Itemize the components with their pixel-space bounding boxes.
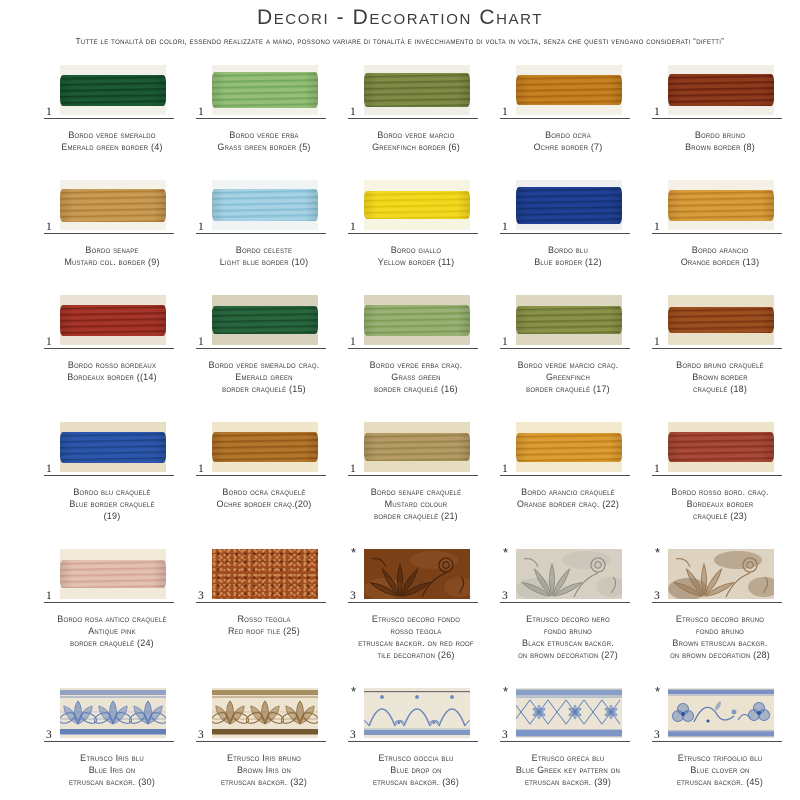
swatch-block	[492, 63, 644, 125]
decoration-cell	[188, 178, 340, 268]
tile-size-number: 1	[46, 336, 52, 348]
decoration-caption	[644, 129, 796, 153]
decoration-cell	[340, 547, 492, 661]
swatch-block	[644, 547, 796, 609]
caption-line: Bordo verde erba	[229, 130, 299, 140]
tile-size-number: 1	[198, 463, 204, 475]
decoration-cell	[36, 178, 188, 268]
decoration-cell	[644, 293, 796, 395]
caption-line: on brown decoration (28)	[670, 650, 770, 660]
swatch-block	[340, 293, 492, 355]
baseline-rule	[348, 233, 478, 234]
decoration-cell	[492, 686, 644, 788]
decoration-caption	[188, 613, 340, 637]
decoration-cell	[36, 420, 188, 522]
asterisk-marker: *	[503, 684, 509, 699]
baseline-rule	[652, 475, 782, 476]
caption-line: Bordeaux border	[686, 499, 754, 509]
decoration-caption	[36, 486, 188, 522]
swatch-block	[644, 686, 796, 748]
caption-line: Brown Iris on	[236, 765, 292, 775]
decoration-swatch	[60, 422, 166, 472]
decoration-cell	[340, 178, 492, 268]
decoration-cell	[340, 293, 492, 395]
caption-line: Antique pink	[88, 626, 136, 636]
swatch-block	[36, 420, 188, 482]
decoration-swatch	[516, 688, 622, 738]
decoration-swatch	[516, 295, 622, 345]
decoration-swatch	[212, 549, 318, 599]
baseline-rule	[500, 741, 630, 742]
caption-line: craquelé (18)	[692, 384, 748, 394]
decoration-cell	[36, 293, 188, 395]
decoration-caption	[644, 244, 796, 268]
page-header	[0, 0, 800, 46]
swatch-block	[188, 686, 340, 748]
tile-size-number: 1	[350, 221, 356, 233]
caption-line: Orange border craq. (22)	[516, 499, 620, 509]
decoration-caption	[492, 244, 644, 268]
decoration-caption	[36, 129, 188, 153]
swatch-block	[36, 547, 188, 609]
caption-line: rosso tegola	[390, 626, 442, 636]
baseline-rule	[44, 741, 174, 742]
decoration-swatch	[668, 422, 774, 472]
decoration-swatch	[212, 422, 318, 472]
caption-line: Black etruscan backgr.	[522, 638, 614, 648]
tile-size-number: 3	[198, 729, 204, 741]
tile-size-number: 1	[654, 221, 660, 233]
decoration-swatch	[364, 295, 470, 345]
baseline-rule	[348, 118, 478, 119]
caption-line: (19)	[103, 511, 121, 521]
baseline-rule	[44, 348, 174, 349]
decoration-caption	[188, 359, 340, 395]
caption-line: Greenfinch	[545, 372, 590, 382]
swatch-block	[188, 420, 340, 482]
swatch-block	[492, 686, 644, 748]
swatch-block	[340, 686, 492, 748]
swatch-block	[644, 293, 796, 355]
decoration-swatch	[60, 295, 166, 345]
decoration-caption	[340, 486, 492, 522]
tile-size-number: 1	[502, 336, 508, 348]
decoration-cell	[36, 547, 188, 661]
decoration-caption	[188, 486, 340, 510]
tile-size-number: 1	[350, 336, 356, 348]
swatch-block	[644, 420, 796, 482]
decoration-swatch	[364, 688, 470, 738]
caption-line: Bordo senape	[85, 245, 139, 255]
decoration-swatch	[364, 65, 470, 115]
caption-line: on brown decoration (27)	[518, 650, 618, 660]
baseline-rule	[652, 602, 782, 603]
asterisk-marker: *	[655, 684, 661, 699]
decoration-swatch	[60, 549, 166, 599]
page-title: Decori - Decoration Chart	[256, 6, 544, 29]
caption-line: Etrusco Iris bruno	[226, 753, 302, 763]
baseline-rule	[652, 233, 782, 234]
caption-line: Bordo senape craquelé	[370, 487, 462, 497]
decoration-caption	[340, 752, 492, 788]
baseline-rule	[44, 118, 174, 119]
baseline-rule	[500, 602, 630, 603]
decoration-swatch	[212, 295, 318, 345]
tile-size-number: 1	[198, 221, 204, 233]
decoration-cell	[644, 547, 796, 661]
decoration-swatch	[60, 180, 166, 230]
tile-size-number: 3	[350, 729, 356, 741]
decoration-caption	[36, 752, 188, 788]
decoration-cell	[492, 63, 644, 153]
decoration-caption	[492, 129, 644, 153]
baseline-rule	[652, 348, 782, 349]
caption-line: Bordo ocra	[545, 130, 591, 140]
tile-size-number: 1	[198, 106, 204, 118]
caption-line: Emerald green border (4)	[61, 142, 163, 152]
tile-size-number: 1	[46, 221, 52, 233]
caption-line: Blue drop on	[390, 765, 442, 775]
caption-line: Bordo verde erba craq.	[369, 360, 463, 370]
baseline-rule	[652, 118, 782, 119]
decoration-cell	[188, 293, 340, 395]
tile-size-number: 1	[502, 463, 508, 475]
decoration-caption	[644, 486, 796, 522]
swatch-block	[644, 178, 796, 240]
caption-line: Etrusco greca blu	[531, 753, 605, 763]
swatch-block	[340, 63, 492, 125]
decoration-caption	[644, 613, 796, 661]
asterisk-marker: *	[503, 545, 509, 560]
baseline-rule	[348, 475, 478, 476]
decoration-swatch	[60, 688, 166, 738]
caption-line: Etrusco decoro bruno	[675, 614, 765, 624]
decoration-caption	[340, 129, 492, 153]
page-subtitle: Tutte le tonalità dei colori, essendo realizzate a mano, possono variare di tonalità e invecchiamento di volta in volta, senza che questi vengano considerati “difetti”	[75, 37, 725, 46]
caption-line: Blue Greek key pattern on	[515, 765, 621, 775]
tile-size-number: 1	[46, 463, 52, 475]
caption-line: Brown etruscan backgr.	[672, 638, 768, 648]
caption-line: Bordo rosa antico craquelé	[57, 614, 167, 624]
tile-size-number: 3	[654, 590, 660, 602]
caption-line: Yellow border (11)	[377, 257, 455, 267]
decoration-swatch	[668, 688, 774, 738]
decoration-caption	[492, 613, 644, 661]
decoration-cell	[644, 420, 796, 522]
decoration-cell	[492, 547, 644, 661]
decoration-swatch	[516, 422, 622, 472]
caption-line: tile decoration (26)	[377, 650, 455, 660]
swatch-block	[644, 63, 796, 125]
swatch-block	[340, 420, 492, 482]
tile-size-number: 1	[654, 463, 660, 475]
decoration-cell	[644, 63, 796, 153]
baseline-rule	[44, 602, 174, 603]
baseline-rule	[196, 118, 326, 119]
caption-line: border craquelé (16)	[374, 384, 458, 394]
decoration-swatch	[516, 65, 622, 115]
caption-line: Orange border (13)	[680, 257, 760, 267]
decoration-caption	[340, 359, 492, 395]
swatch-block	[188, 63, 340, 125]
decoration-swatch	[668, 295, 774, 345]
caption-line: Bordo rosso bordeaux	[67, 360, 157, 370]
tile-size-number: 3	[502, 729, 508, 741]
caption-line: Blue clover on	[690, 765, 750, 775]
decoration-caption	[644, 359, 796, 395]
swatch-block	[340, 547, 492, 609]
caption-line: Ochre border (7)	[533, 142, 603, 152]
tile-size-number: 3	[654, 729, 660, 741]
baseline-rule	[196, 602, 326, 603]
caption-line: Bordo verde marcio	[377, 130, 455, 140]
caption-line: border craquelé (17)	[526, 384, 610, 394]
caption-line: etruscan backgr. (39)	[524, 777, 612, 787]
decoration-caption	[36, 613, 188, 649]
baseline-rule	[500, 233, 630, 234]
tile-size-number: 1	[654, 106, 660, 118]
caption-line: etruscan backgr. (32)	[220, 777, 308, 787]
decoration-caption	[36, 244, 188, 268]
decoration-swatch	[668, 65, 774, 115]
decoration-caption	[492, 752, 644, 788]
caption-line: craquelé (23)	[692, 511, 748, 521]
caption-line: Blue border craquelé	[69, 499, 155, 509]
caption-line: Brown border	[692, 372, 748, 382]
baseline-rule	[348, 741, 478, 742]
caption-line: Grass green	[391, 372, 441, 382]
caption-line: Bordo arancio	[691, 245, 749, 255]
decoration-cell	[492, 293, 644, 395]
decoration-cell	[188, 420, 340, 522]
tile-size-number: 1	[350, 463, 356, 475]
caption-line: Bordo verde marcio craq.	[517, 360, 619, 370]
caption-line: Bordo blu craquelé	[73, 487, 151, 497]
tile-size-number: 3	[198, 590, 204, 602]
baseline-rule	[44, 233, 174, 234]
caption-line: Etrusco Iris blu	[80, 753, 144, 763]
decoration-swatch	[212, 688, 318, 738]
decoration-caption	[340, 244, 492, 268]
decoration-swatch	[668, 549, 774, 599]
decoration-swatch	[516, 180, 622, 230]
decoration-cell	[644, 686, 796, 788]
tile-size-number: 1	[46, 590, 52, 602]
decoration-cell	[188, 547, 340, 661]
caption-line: border craquelé (24)	[70, 638, 154, 648]
swatch-block	[492, 293, 644, 355]
caption-line: Blue Iris on	[88, 765, 136, 775]
caption-line: Greenfinch border (6)	[372, 142, 460, 152]
swatch-block	[36, 686, 188, 748]
caption-line: Bordeaux border ((14)	[67, 372, 157, 382]
caption-line: Light blue border (10)	[219, 257, 309, 267]
decoration-cell	[492, 178, 644, 268]
caption-line: border craquelé (15)	[222, 384, 306, 394]
swatch-block	[188, 547, 340, 609]
decoration-cell	[644, 178, 796, 268]
decoration-cell	[340, 686, 492, 788]
caption-line: etruscan backgr. (30)	[68, 777, 156, 787]
baseline-rule	[44, 475, 174, 476]
caption-line: Bordo verde smeraldo	[68, 130, 156, 140]
caption-line: Bordo bruno	[694, 130, 746, 140]
caption-line: Emerald green	[235, 372, 293, 382]
baseline-rule	[196, 348, 326, 349]
caption-line: Bordo rosso bord. craq.	[671, 487, 769, 497]
caption-line: Bordo bruno craquelé	[676, 360, 764, 370]
decoration-caption	[188, 752, 340, 788]
tile-size-number: 3	[46, 729, 52, 741]
decoration-cell	[36, 63, 188, 153]
swatch-block	[340, 178, 492, 240]
swatch-block	[492, 178, 644, 240]
decoration-swatch	[212, 65, 318, 115]
caption-line: Etrusco decoro fondo	[371, 614, 461, 624]
caption-line: Brown border (8)	[685, 142, 755, 152]
decoration-caption	[340, 613, 492, 661]
caption-line: Bordo giallo	[390, 245, 442, 255]
decoration-cell	[188, 63, 340, 153]
caption-line: Rosso tegola	[237, 614, 291, 624]
asterisk-marker: *	[351, 684, 357, 699]
baseline-rule	[348, 348, 478, 349]
baseline-rule	[348, 602, 478, 603]
caption-line: Mustard col. border (9)	[64, 257, 160, 267]
caption-line: Bordo celeste	[235, 245, 293, 255]
caption-line: fondo bruno	[543, 626, 593, 636]
caption-line: Etrusco decoro nero	[526, 614, 610, 624]
decoration-swatch	[516, 549, 622, 599]
decoration-swatch	[212, 180, 318, 230]
caption-line: border craquelé (21)	[374, 511, 458, 521]
swatch-block	[188, 293, 340, 355]
decoration-caption	[188, 129, 340, 153]
decoration-cell	[340, 63, 492, 153]
baseline-rule	[196, 475, 326, 476]
decoration-swatch	[60, 65, 166, 115]
decoration-swatch	[364, 422, 470, 472]
caption-line: etruscan backgr. (36)	[372, 777, 460, 787]
baseline-rule	[500, 475, 630, 476]
decoration-swatch	[364, 549, 470, 599]
swatch-block	[36, 293, 188, 355]
decoration-caption	[492, 359, 644, 395]
tile-size-number: 1	[502, 221, 508, 233]
caption-line: Ochre border craq.(20)	[216, 499, 312, 509]
decoration-grid	[36, 63, 798, 788]
swatch-block	[492, 547, 644, 609]
baseline-rule	[196, 741, 326, 742]
tile-size-number: 3	[350, 590, 356, 602]
decoration-cell	[36, 686, 188, 788]
caption-line: Red roof tile (25)	[228, 626, 300, 636]
baseline-rule	[500, 118, 630, 119]
tile-size-number: 1	[654, 336, 660, 348]
baseline-rule	[652, 741, 782, 742]
swatch-block	[492, 420, 644, 482]
asterisk-marker: *	[655, 545, 661, 560]
caption-line: Mustard colour	[384, 499, 448, 509]
caption-line: Bordo ocra craquelé	[222, 487, 306, 497]
decoration-cell	[340, 420, 492, 522]
tile-size-number: 1	[502, 106, 508, 118]
caption-line: Bordo blu	[548, 245, 588, 255]
tile-size-number: 1	[46, 106, 52, 118]
decoration-swatch	[668, 180, 774, 230]
swatch-block	[188, 178, 340, 240]
caption-line: Etrusco goccia blu	[378, 753, 454, 763]
caption-line: etruscan backgr. (45)	[676, 777, 764, 787]
tile-size-number: 3	[502, 590, 508, 602]
caption-line: Grass green border (5)	[217, 142, 311, 152]
asterisk-marker: *	[351, 545, 357, 560]
swatch-block	[36, 63, 188, 125]
tile-size-number: 1	[350, 106, 356, 118]
caption-line: Etrusco trifoglio blu	[677, 753, 763, 763]
caption-line: Bordo verde smeraldo craq.	[208, 360, 320, 370]
caption-line: etruscan backgr. on red roof	[358, 638, 474, 648]
decoration-swatch	[364, 180, 470, 230]
baseline-rule	[500, 348, 630, 349]
decoration-caption	[36, 359, 188, 383]
baseline-rule	[196, 233, 326, 234]
decoration-caption	[492, 486, 644, 510]
decoration-cell	[492, 420, 644, 522]
decoration-caption	[188, 244, 340, 268]
decoration-caption	[644, 752, 796, 788]
swatch-block	[36, 178, 188, 240]
decoration-cell	[188, 686, 340, 788]
caption-line: fondo bruno	[695, 626, 745, 636]
tile-size-number: 1	[198, 336, 204, 348]
caption-line: Bordo arancio craquelé	[521, 487, 615, 497]
caption-line: Blue border (12)	[534, 257, 602, 267]
